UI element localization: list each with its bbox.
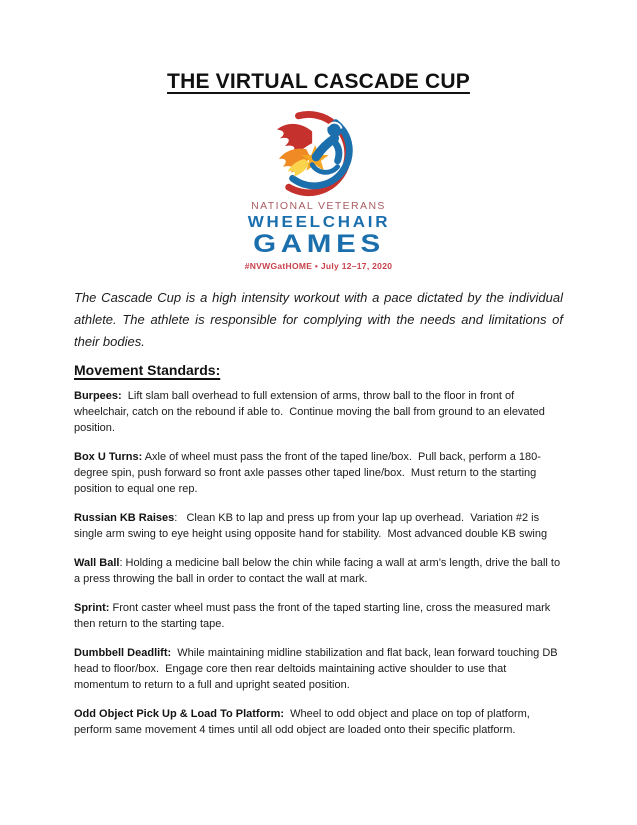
movement-description: : Clean KB to lap and press up from your lap up overhead. Variation #2 is single arm swing to eye height using opposite hand for stability. Most advanced double KB swing [74, 512, 548, 540]
logo-tagline: #NVWGatHOME • July 12–17, 2020 [244, 260, 393, 271]
movement-description: Wheel to odd object and place on top of platform, perform same movement 4 times until all odd object are loaded onto their specific platform. [74, 708, 533, 736]
movement-description: While maintaining midline stabilization and flat back, lean forward touching DB head to floor/box. Engage core then rear deltoids maintaining active shoulder to use that momentum to return to a full and upright seated position. [74, 647, 561, 691]
logo-org-line3: GAMES [252, 229, 385, 258]
movement-description: : Holding a medicine ball below the chin while facing a wall at arm’s length, drive the ball to a press throwing the ball in order to contact the wall at mark. [74, 557, 564, 585]
intro-paragraph: The Cascade Cup is a high intensity workout with a pace dictated by the individual athlete. The athlete is responsible for complying with the needs and limitations of their bodies. [74, 290, 563, 349]
movement-label: Odd Object Pick Up & Load To Platform: [74, 708, 285, 720]
movement-paragraph [74, 645, 563, 693]
movement-description: Lift slam ball overhead to full extension of arms, throw ball to the floor in front of wheelchair, catch on the rebound if able to. Continue moving the ball from ground to an elevated position. [74, 390, 548, 434]
nvwg-logo [229, 108, 409, 270]
logo-org-line1: NATIONAL VETERANS [251, 200, 386, 212]
section-heading: Movement Standards: [74, 362, 221, 378]
movement-paragraph [74, 388, 563, 436]
movement-label: Wall Ball [74, 557, 120, 569]
movement-paragraph [74, 449, 563, 497]
movement-description: Front caster wheel must pass the front of the taped starting line, cross the measured mark then return to the starting tape. [74, 602, 554, 630]
movement-label: Russian KB Raises [74, 512, 175, 524]
page-title: THE VIRTUAL CASCADE CUP [167, 70, 470, 93]
movement-paragraph [74, 600, 563, 632]
logo-org-line2: WHEELCHAIR [247, 213, 390, 231]
movement-label: Burpees: [74, 390, 122, 402]
movement-paragraph [74, 555, 563, 587]
movement-list [74, 388, 563, 738]
nvwg-emblem-icon [255, 108, 383, 198]
movement-label: Box U Turns: [74, 451, 143, 463]
movement-paragraph [74, 706, 563, 738]
movement-label: Dumbbell Deadlift: [74, 647, 172, 659]
movement-description: Axle of wheel must pass the front of the taped line/box. Pull back, perform a 180-degree spin, push forward so front axle passes other taped line/box. Must return to the starting position to equal one rep. [74, 451, 541, 495]
movement-paragraph [74, 510, 563, 542]
movement-label: Sprint: [74, 602, 110, 614]
